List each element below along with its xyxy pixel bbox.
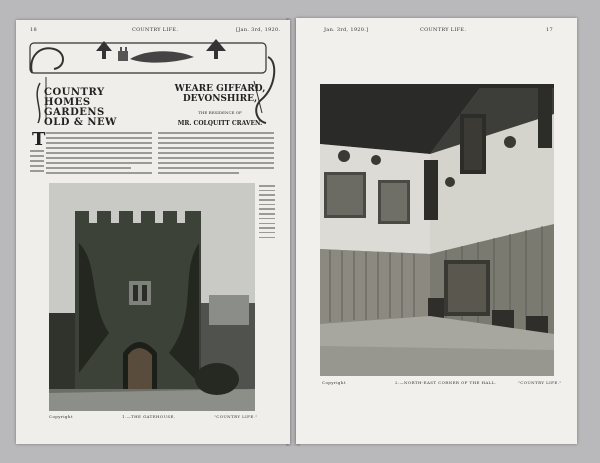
residence-line: THE RESIDENCE OF <box>198 110 242 115</box>
gatehouse-caption: 1.—THE GATEHOUSE. <box>122 414 176 419</box>
house-name: WEARE GIFFARD, <box>174 84 266 94</box>
gatehouse-copyright: Copyright <box>49 414 73 419</box>
series-title <box>44 88 117 128</box>
drop-cap: T <box>32 129 46 150</box>
body-text-column-2 <box>158 132 274 176</box>
left-date: [Jan. 3rd, 1920. <box>236 27 281 33</box>
body-text-column-1-lower <box>30 150 44 194</box>
right-page-number: 17 <box>546 27 553 33</box>
hall-caption: 2.—NORTH-EAST CORNER OF THE HALL. <box>395 380 497 385</box>
left-page-number: 18 <box>30 27 37 33</box>
series-title-line: HOMES <box>44 97 91 108</box>
hall-copyright: Copyright <box>322 380 346 385</box>
hall-credit: "COUNTRY LIFE." <box>518 380 562 385</box>
house-title <box>170 84 270 104</box>
body-text-column-3 <box>259 185 275 400</box>
series-title-line: COUNTRY <box>44 87 105 98</box>
hall-photo <box>320 84 554 376</box>
gatehouse-photo <box>49 183 255 411</box>
body-text-column-1 <box>46 132 152 176</box>
series-title-line: OLD & NEW <box>44 117 117 128</box>
owner-name: MR. COLQUITT CRAVEN. <box>177 120 263 127</box>
left-running-head: COUNTRY LIFE. <box>132 27 179 33</box>
gatehouse-credit: "COUNTRY LIFE." <box>214 414 258 419</box>
county: DEVONSHIRE, <box>182 94 258 104</box>
series-title-line: GARDENS <box>44 107 105 118</box>
right-date: Jan. 3rd, 1920.] <box>324 27 369 33</box>
right-running-head: COUNTRY LIFE. <box>420 27 467 33</box>
